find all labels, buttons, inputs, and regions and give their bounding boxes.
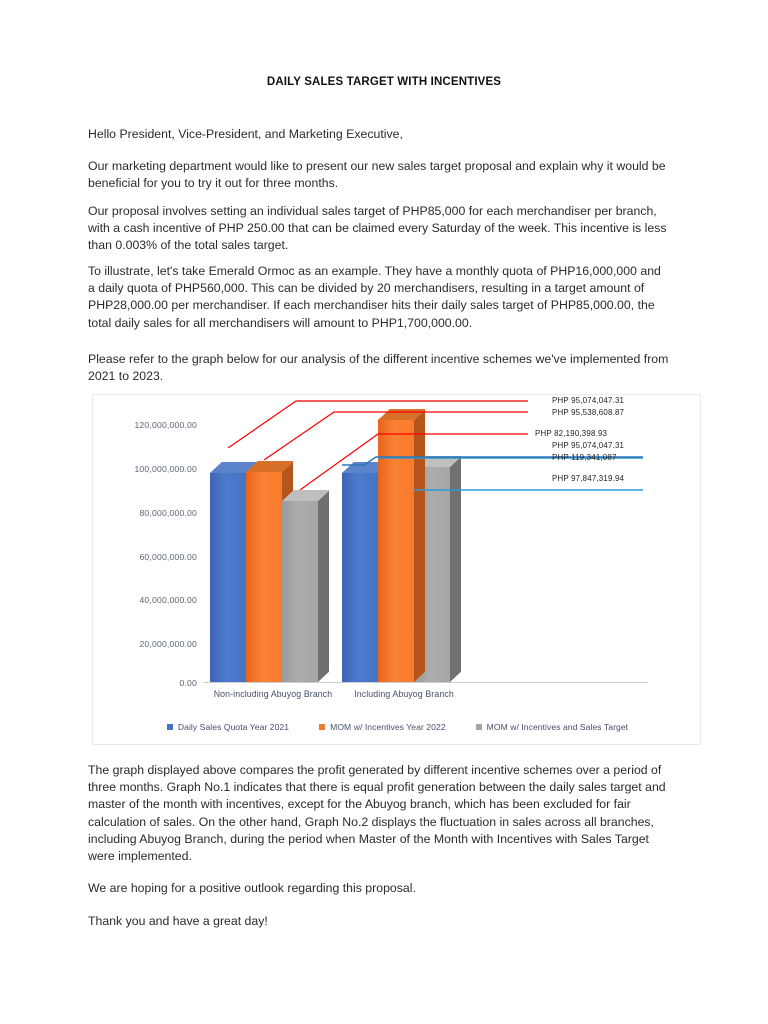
legend-item-2021[interactable] <box>167 722 289 732</box>
paragraph-graph-intro: Please refer to the graph below for our analysis of the different incentive schemes we've implemented from 2021 to 2023. <box>88 352 672 384</box>
chart-plot-area <box>93 395 702 746</box>
callout-5: PHP 119,341,087 <box>552 453 617 462</box>
bar-target-group1 <box>282 501 318 682</box>
chart-legend <box>93 722 702 732</box>
sales-chart <box>92 394 701 745</box>
paragraph-proposal: Our proposal involves setting an individual sales target of PHP85,000 for each merchandiser per branch, with a cash incentive of PHP 250.00 that can be claimed every Saturday of the week. This incentive is less than 0.003% of the total sales target. <box>88 204 670 253</box>
page-title: DAILY SALES TARGET WITH INCENTIVES <box>266 76 502 88</box>
paragraph-thanks: Thank you and have a great day! <box>88 914 268 928</box>
paragraph-intro: Our marketing department would like to present our new sales target proposal and explain why it would be beneficial for you to try it out for three months. <box>88 159 670 191</box>
bar-side <box>318 491 329 682</box>
legend-item-target[interactable] <box>476 722 629 732</box>
category-label-2: Including Abuyog Branch <box>354 689 454 699</box>
callout-4: PHP 95,074,047.31 <box>552 441 625 450</box>
bar-face <box>282 501 318 682</box>
y-tick-100m: 100,000,000.00 <box>134 464 197 474</box>
y-tick-60m: 60,000,000.00 <box>139 552 197 562</box>
bar-2021-group1 <box>210 473 246 682</box>
callout-1: PHP 95,074,047.31 <box>552 396 625 405</box>
y-tick-20m: 20,000,000.00 <box>139 639 197 649</box>
y-tick-0: 0.00 <box>179 678 197 688</box>
bar-2021-group2 <box>342 473 378 682</box>
y-tick-120m: 120,000,000.00 <box>134 420 197 430</box>
bar-face <box>246 472 282 682</box>
paragraph-analysis: The graph displayed above compares the profit generated by different incentive schemes over a period of three months. Graph No.1 indicates that there is equal profit generation between the daily sales target and master of the month with incentives, except for the Abuyog branch, which has been excluded for fair calculation of sales. On the other hand, Graph No.2 displays the fluctuation in sales across all branches, including Abuyog Branch, during the period when Master of the Month with Incentives with Sales Target were implemented. <box>88 763 670 864</box>
y-tick-40m: 40,000,000.00 <box>139 595 197 605</box>
callout-3: PHP 82,190,398.93 <box>535 429 608 438</box>
paragraph-illustration: To illustrate, let's take Emerald Ormoc as an example. They have a monthly quota of PHP16,000,000 and a daily quota of PHP560,000. This can be divided by 20 merchandisers, resulting in a target amount of PHP28,000.00 per merchandiser. If each merchandiser hits their daily sales target of PHP85,000.00, the total daily sales for all merchandisers will amount to PHP1,700,000.00. <box>88 264 665 330</box>
legend-swatch-blue <box>167 724 173 730</box>
bar-2022-group1 <box>246 472 282 682</box>
paragraph-closing: We are hoping for a positive outlook regarding this proposal. <box>88 881 416 895</box>
paragraph-greeting: Hello President, Vice-President, and Marketing Executive, <box>88 127 403 141</box>
y-tick-80m: 80,000,000.00 <box>139 508 197 518</box>
bar-face <box>342 473 378 682</box>
legend-label-target: MOM w/ Incentives and Sales Target <box>486 722 629 732</box>
legend-swatch-gray <box>476 724 482 730</box>
callout-6: PHP 97,847,319.94 <box>552 474 625 483</box>
callout-2: PHP 95,538,608.87 <box>552 408 625 417</box>
legend-label-2021: Daily Sales Quota Year 2021 <box>177 722 290 732</box>
category-label-1: Non-including Abuyog Branch <box>213 689 333 699</box>
legend-swatch-orange <box>319 724 325 730</box>
legend-label-2022: MOM w/ Incentives Year 2022 <box>330 722 446 732</box>
bar-face <box>210 473 246 682</box>
legend-item-2022[interactable] <box>319 722 446 732</box>
